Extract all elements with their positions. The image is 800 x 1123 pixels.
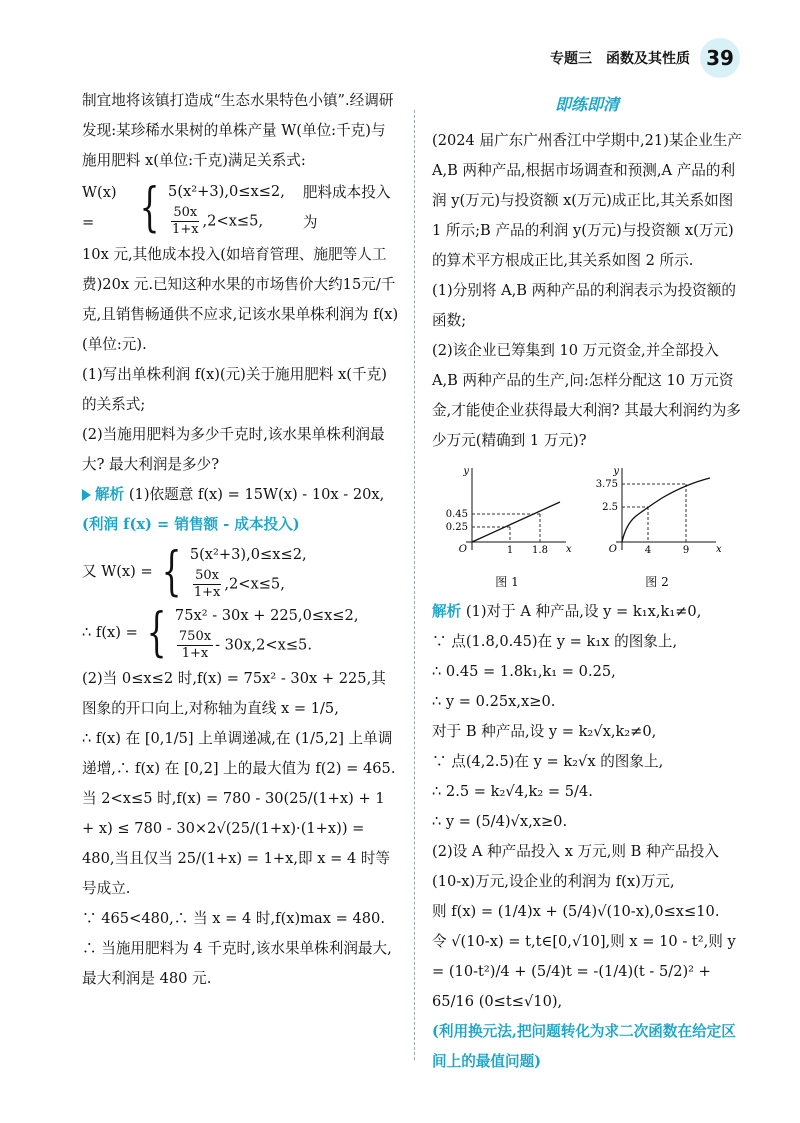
- w-case-1-again: 5(x²+3),0≤x≤2,: [189, 546, 307, 563]
- solution-step-2d: ∵ 465<480,∴ 当 x = 4 时,f(x)max = 480.: [82, 910, 385, 927]
- fraction: $\frac{50x}{1+x}$: [193, 568, 221, 600]
- again-lhs: 又 W(x) =: [82, 562, 153, 580]
- origin-label: O: [458, 544, 467, 555]
- problem-text: 制宜地将该镇打造成“生态水果特色小镇”.经调研发现:某珍稀水果树的单株产量 W(单位:千克)与施用肥料 x(单位:千克)满足关系式:: [82, 92, 394, 169]
- f-lhs: ∴ f(x) =: [82, 623, 138, 641]
- solution-line-3: ∴ 0.45 = 1.8k₁,k₁ = 0.25,: [432, 663, 616, 680]
- solution-line-11: 令 √(10-x) = t,t∈[0,√10],则 x = 10 - t²,则 y = (10-t²)/4 + (5/4)t = -(1/4)(t - 5/2)² + 65/16 (0≤t≤√10),: [432, 933, 736, 1010]
- exercise-question-2: (2)该企业已筹集到 10 万元资金,并全部投入 A,B 两种产品的生产,问:怎样分配这 10 万元资金,才能使企业获得最大利润? 其最大利润约为多少万元(精确到 1 万元)?: [432, 342, 741, 449]
- w-lhs: W(x) =: [82, 184, 117, 231]
- right-column: [432, 86, 742, 1077]
- figure-1: [442, 464, 572, 597]
- w-case-2: $\frac{50x}{1+x}$ ,2<x≤5,: [172, 204, 264, 237]
- y-tick: 3.75: [595, 479, 618, 490]
- brace: {: [146, 602, 167, 663]
- w-cases-again: [190, 542, 307, 601]
- solution-line-7: ∴ 2.5 = k₂√4,k₂ = 5/4.: [432, 783, 593, 800]
- f-case-2: $\frac{750x}{1+x}$ - 30x,2<x≤5.: [178, 629, 312, 661]
- solution-line-6: ∵ 点(4,2.5)在 y = k₂√x 的图象上,: [432, 753, 664, 770]
- solution-line-1: 解析 (1)对于 A 种产品,设 y = k₁x,k₁≠0,: [432, 603, 702, 620]
- solution-conclusion: ∴ 当施用肥料为 4 千克时,该水果单株利润最大,最大利润是 480 元.: [82, 940, 392, 987]
- f-function: [82, 603, 400, 662]
- page-number: 39: [700, 38, 740, 78]
- y-tick: 0.25: [445, 522, 468, 533]
- w-after-text: 肥料成本投入为: [302, 184, 391, 231]
- figure-1-graph: [442, 464, 572, 556]
- y-label: y: [463, 466, 469, 477]
- exercise-text: (2024 届广东广州香江中学期中,21)某企业生产 A,B 两种产品,根据市场调查和预测,A 产品的利润 y(万元)与投资额 x(万元)成正比,其关系如图 1 所示;B 产品的利润 y(万元)与投资额 x(万元)的算术平方根成正比,其关系如图 2 所示.: [432, 132, 742, 269]
- brace: {: [161, 541, 182, 602]
- fraction: $\frac{50x}{1+x}$: [172, 204, 199, 237]
- figure-1-caption: 图 1: [495, 575, 519, 589]
- solution-note: (利润 f(x) = 销售额 - 成本投入): [82, 516, 300, 533]
- solution-step-2c: 当 2<x≤5 时,f(x) = 780 - 30(25/(1+x) + 1 + x) ≤ 780 - 30×2√(25/(1+x)·(1+x)) = 480,当且仅当 25/(1+x) = 1+x,即 x = 4 时等号成立.: [82, 790, 391, 897]
- brace: {: [139, 178, 160, 238]
- question-1: (1)写出单株利润 f(x)(元)关于施用肥料 x(千克)的关系式;: [82, 366, 387, 413]
- question-2: (2)当施用肥料为多少千克时,该水果单株利润最大? 最大利润是多少?: [82, 426, 385, 473]
- solution-step-2b: ∴ f(x) 在 [0,1/5] 上单调递减,在 (1/5,2] 上单调递增,∴ f(x) 在 [0,2] 上的最大值为 f(2) = 465.: [82, 730, 396, 777]
- y-tick: 2.5: [602, 502, 618, 513]
- figure-2: [592, 464, 722, 597]
- section-title: 即练即清: [554, 95, 619, 114]
- solution-step-2a: (2)当 0≤x≤2 时,f(x) = 75x² - 30x + 225,其图象的开口向上,对称轴为直线 x = 1/5,: [82, 670, 386, 717]
- w-cases: [168, 179, 285, 238]
- f-case-1: 75x² - 30x + 225,0≤x≤2,: [174, 607, 359, 624]
- fraction: $\frac{750x}{1+x}$: [178, 629, 212, 661]
- y-tick: 0.45: [445, 509, 468, 520]
- solution-label: 解析: [432, 603, 462, 620]
- solution-intro: [82, 480, 400, 510]
- f-cases: [175, 603, 359, 662]
- x-tick: 1.8: [532, 545, 548, 556]
- line-a: [472, 502, 560, 542]
- solution-line-2: ∵ 点(1.8,0.45)在 y = k₁x 的图象上,: [432, 633, 678, 650]
- solution-line-10: 则 f(x) = (1/4)x + (5/4)√(10-x),0≤x≤10.: [432, 903, 720, 920]
- x-tick: 4: [644, 545, 652, 556]
- column-divider: [414, 110, 415, 1060]
- x-label: x: [566, 544, 572, 555]
- x-label: x: [716, 544, 722, 555]
- origin-label: O: [608, 544, 617, 555]
- w-function: [82, 178, 400, 238]
- w-case-1: 5(x²+3),0≤x≤2,: [168, 182, 285, 200]
- figure-2-caption: 图 2: [645, 575, 669, 589]
- x-tick: 1: [506, 545, 514, 556]
- solution-line-5: 对于 B 种产品,设 y = k₂√x,k₂≠0,: [432, 723, 657, 740]
- solution-note: (利用换元法,把问题转化为求二次函数在给定区间上的最值问题): [432, 1023, 736, 1070]
- topic-title: 专题三 函数及其性质: [550, 51, 690, 67]
- figure-2-graph: [592, 464, 722, 556]
- problem-text-2: 10x 元,其他成本投入(如培育管理、施肥等人工费)20x 元.已知这种水果的市场售价大约15元/千克,且销售畅通供不应求,记该水果单株利润为 f(x)(单位:元).: [82, 246, 399, 353]
- figures: [442, 464, 742, 597]
- exercise-question-1: (1)分别将 A,B 两种产品的利润表示为投资额的函数;: [432, 282, 736, 329]
- y-label: y: [613, 466, 619, 477]
- triangle-marker-icon: [82, 489, 91, 501]
- w-function-again: [82, 542, 400, 601]
- solution-line-8: ∴ y = (5/4)√x,x≥0.: [432, 813, 568, 830]
- solution-label: 解析: [95, 486, 125, 503]
- solution-step-1: (1)依题意 f(x) = 15W(x) - 10x - 20x,: [128, 486, 385, 503]
- left-column: [82, 86, 400, 994]
- page-header: [550, 38, 740, 78]
- solution-line-4: ∴ y = 0.25x,x≥0.: [432, 693, 556, 710]
- solution-line-9: (2)设 A 种产品投入 x 万元,则 B 种产品投入(10-x)万元,设企业的利润为 f(x)万元,: [432, 843, 719, 890]
- x-tick: 9: [682, 545, 690, 556]
- w-case-2-again: $\frac{50x}{1+x}$ ,2<x≤5,: [193, 568, 285, 600]
- curve-b: [622, 478, 710, 542]
